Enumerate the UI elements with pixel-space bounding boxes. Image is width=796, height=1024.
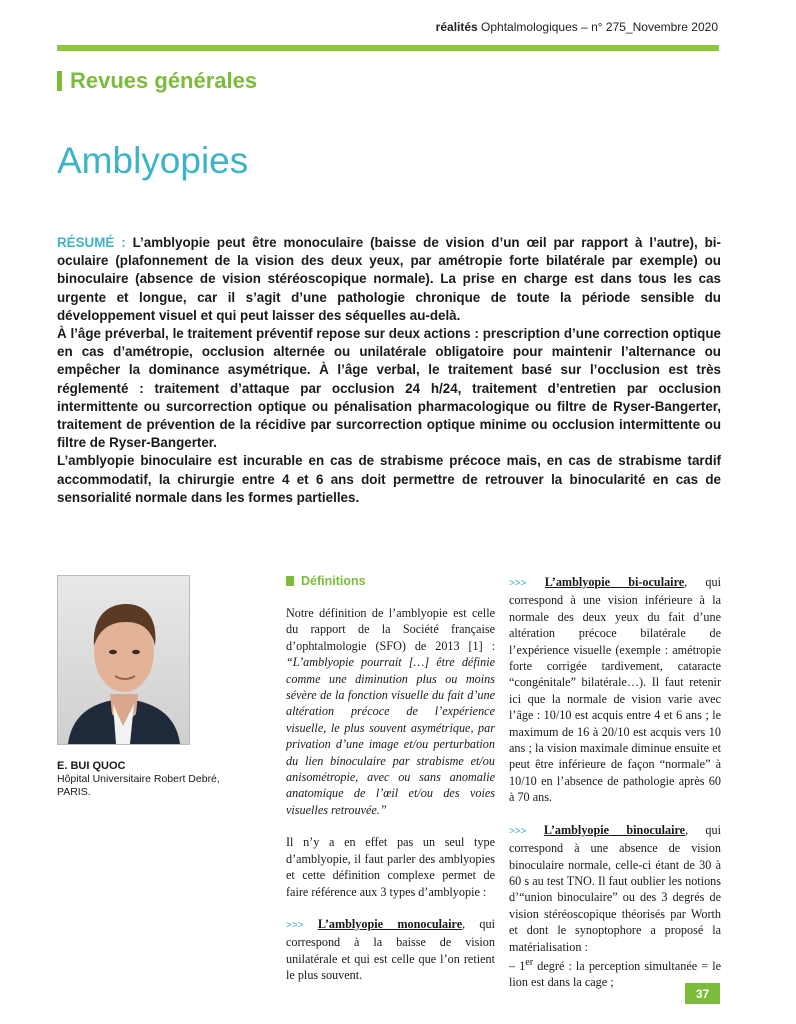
- author-name: E. BUI QUOC: [57, 760, 126, 772]
- journal-name: réalités: [435, 20, 478, 34]
- issue-info: Ophtalmologiques – n° 275_Novembre 2020: [477, 20, 718, 34]
- author-affiliation: Hôpital Universitaire Robert Debré,: [57, 773, 220, 785]
- abstract-paragraph-2: À l’âge préverbal, le traitement préventif repose sur deux actions : prescription d’une correction optique en cas d’amétropie, occlusion alternée ou unilatérale obligatoire pour maintenir l’alternance ou empêcher la dominance asymétrique. À l’âge verbal, le traitement basé sur l’occlusion est très réglementé : traitement d’attaque par occlusion 24 h/24, traitement d’entretien par occlusion intermittente ou surcorrection optique ou pénalisation pharmacologique ou filtre de Ryser-Bangerter, traitement de prévention de la récidive par surcorrection optique minime ou occlusion intermittente ou filtre de Ryser-Bangerter.: [57, 326, 721, 451]
- author-info: [57, 760, 237, 799]
- bino-label: L’amblyopie binoculaire: [543, 822, 686, 837]
- article-title: Amblyopies: [57, 140, 249, 181]
- mono-label: L’amblyopie monoculaire: [317, 916, 463, 931]
- body-column-2: [286, 605, 495, 1000]
- bino-paragraph: [509, 822, 721, 955]
- section-label: [57, 68, 257, 94]
- arrow-marker: >>>: [509, 578, 527, 589]
- bio-paragraph: [509, 574, 721, 806]
- abstract-paragraph-1: [57, 234, 721, 325]
- types-paragraph: Il n’y a en effet pas un seul type d’amblyopie, il faut parler des amblyopies et cette définition complexe permet de faire référence aux 3 types d’amblyopie :: [286, 835, 495, 899]
- degree-prefix: – 1: [509, 959, 526, 973]
- body-column-3: [509, 574, 721, 1007]
- mono-text: , qui correspond à la baisse de vision unilatérale et qui est celle que l’on retient le plus souvent.: [286, 916, 496, 983]
- degree-sup: er: [525, 956, 534, 968]
- definition-paragraph: [286, 605, 495, 818]
- definition-quote: “L’amblyopie pourrait […] être définie comme une diminution plus ou moins sévère de la fonction visuelle du fait d’une altération précoce de l’expérience visuelle, le plus souvent asymétrique, par privation d’une image et/ou perturbation du lien binoculaire par strabisme et/ou anisométropie, avec ou sans anomalie anatomique de l’œil et/ou des voies visuelles retrouvée.”: [286, 655, 495, 817]
- page-number: 37: [685, 983, 720, 1004]
- definition-intro: Notre définition de l’amblyopie est celle du rapport de la Société française d’ophtalmologie (SFO) de 2013 [1] :: [286, 606, 495, 653]
- author-portrait-image: [58, 576, 189, 744]
- definitions-heading: [286, 574, 366, 588]
- degree-text: degré : la perception simultanée = le lion est dans la cage ;: [509, 959, 722, 990]
- abstract-text-1: L’amblyopie peut être monoculaire (baisse de vision d’un œil par rapport à l’autre), bi-oculaire (plafonnement de la vision des deux yeux, par amétropie forte bilatérale par exemple) ou binoculaire (absence de vision stéréoscopique normale). La prise en charge est dans tous les cas urgente et longue, car il s’agit d’une pathologie chronique de toute la période sensible du développement visuel et qui peut laisser des séquelles au-delà.: [57, 235, 721, 323]
- definitions-heading-text: Définitions: [301, 574, 366, 588]
- author-photo: [57, 575, 190, 745]
- abstract-label: RÉSUMÉ :: [57, 235, 126, 250]
- header-rule: [57, 45, 719, 51]
- arrow-marker: >>>: [286, 919, 304, 931]
- mono-paragraph: [286, 916, 495, 984]
- section-label-text: Revues générales: [70, 68, 258, 93]
- subhead-marker: [286, 576, 294, 586]
- abstract: [57, 234, 721, 507]
- running-header: [436, 20, 718, 34]
- arrow-marker: >>>: [509, 825, 527, 837]
- section-marker: [57, 71, 62, 91]
- bio-text: , qui correspond à une vision inférieure à la normale des deux yeux du fait d’une altération précoce bilatérale de l’expérience visuelle (exemple : amétropie forte corrigée tardivement, cataracte “congénitale” bilatérale…). Il faut retenir ici que la normale de vision varie avec l’âge : 10/10 est acquis entre 4 et 6 ans ; le maximum de 16 à 20/10 est acquis vers 10 ans ; la vision maximale diminue ensuite et peut être inférieure de façon “normale” à 10/10 en l’absence de pathologie après 60 à 70 ans.: [509, 575, 722, 805]
- author-city: PARIS.: [57, 786, 91, 798]
- abstract-paragraph-3: L’amblyopie binoculaire est incurable en cas de strabisme précoce mais, en cas de strabisme tardif accommodatif, la chirurgie entre 4 et 6 ans doit permettre de retrouver la binocularité en cas de sensorialité normale dans les formes partielles.: [57, 453, 721, 505]
- bino-text: , qui correspond à une absence de vision binoculaire normale, celle-ci étant de 30 à 60 s au test TNO. Il faut oublier les notions d’“union binoculaire” ou des 3 degrés de vision stéréoscopique théorisés par Worth et dont le synoptophore a proposé la matérialisation :: [509, 822, 722, 954]
- bio-label: L’amblyopie bi-oculaire: [544, 575, 685, 589]
